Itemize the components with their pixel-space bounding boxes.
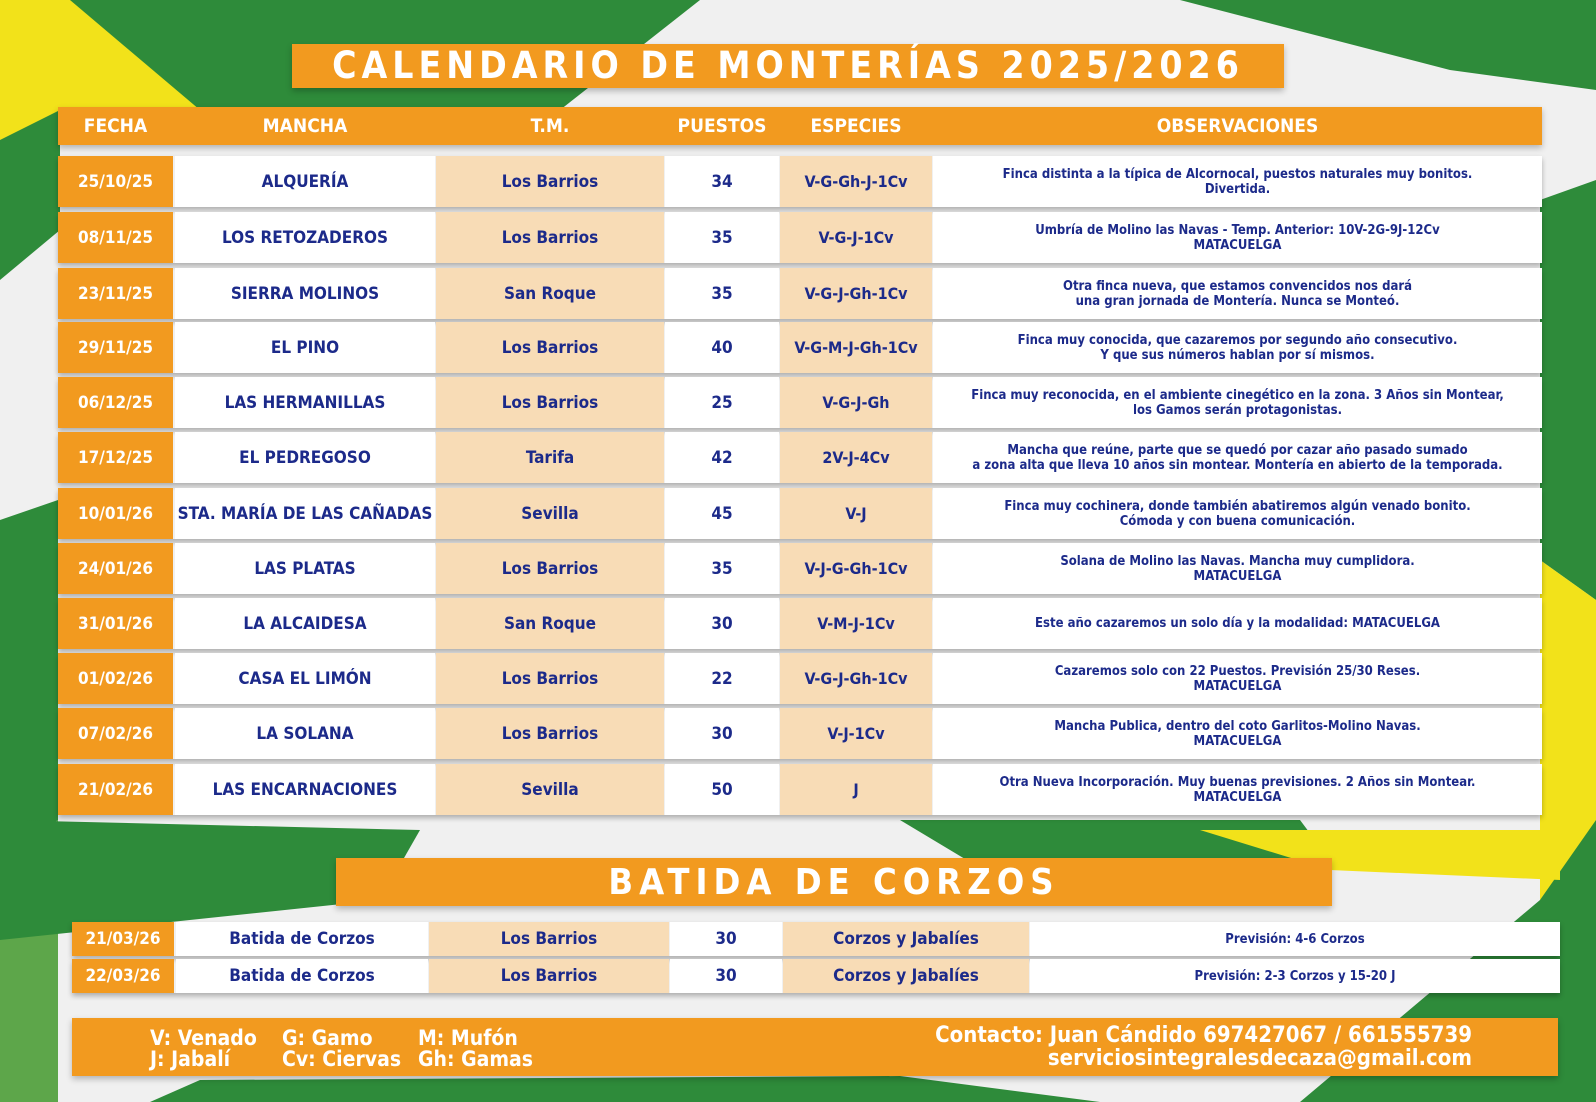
observaciones-cell [933,212,1542,263]
contact-email[interactable]: serviciosintegralesdecaza@gmail.com [1047,1046,1472,1071]
table-row [58,268,1542,319]
observaciones-line: MATACUELGA [1193,733,1282,749]
especies-cell: V-J-1Cv [780,708,932,759]
especies-cell: V-J-G-Gh-1Cv [780,543,932,594]
especies-cell: Corzos y Jabalíes [783,922,1029,956]
observaciones-line: Cómoda y con buena comunicación. [1119,513,1356,529]
tm-cell: Los Barrios [436,156,664,207]
date-cell: 31/01/26 [58,598,173,649]
observaciones-line: Otra finca nueva, que estamos convencidos nos dará [1063,278,1412,294]
batida-title: BATIDA DE CORZOS [336,858,1332,906]
observaciones-line: Finca muy conocida, que cazaremos por segundo año consecutivo. [1017,332,1458,348]
observaciones-cell [933,322,1542,373]
name-cell: Batida de Corzos [176,959,428,993]
especies-cell: V-G-M-J-Gh-1Cv [780,322,932,373]
legend-item: J: Jabalí [150,1047,231,1071]
observaciones-line: Divertida. [1204,181,1271,197]
legend-column [150,1028,257,1070]
mancha-cell: LAS HERMANILLAS [175,377,435,428]
puestos-cell: 22 [665,653,779,704]
date-cell: 22/03/26 [72,959,174,993]
tm-cell: Tarifa [436,432,664,483]
page-title: CALENDARIO DE MONTERÍAS 2025/2026 [292,44,1284,88]
observaciones-line: Mancha Publica, dentro del coto Garlitos-Molino Navas. [1054,718,1421,734]
puestos-cell: 42 [665,432,779,483]
date-cell: 08/11/25 [58,212,173,263]
date-cell: 06/12/25 [58,377,173,428]
especies-cell: V-M-J-1Cv [780,598,932,649]
tm-cell: Sevilla [436,764,664,815]
observaciones-line: Este año cazaremos un solo día y la modalidad: MATACUELGA [1035,616,1440,631]
table-row [58,543,1542,594]
tm-cell: San Roque [436,268,664,319]
mancha-cell: LAS PLATAS [175,543,435,594]
observaciones-line: MATACUELGA [1193,237,1282,253]
especies-cell: Corzos y Jabalíes [783,959,1029,993]
column-header-fecha: FECHA [83,115,148,137]
especies-cell: V-G-J-Gh-1Cv [780,653,932,704]
observaciones-line: una gran jornada de Montería. Nunca se Monteó. [1075,293,1400,309]
footer-bar [72,1018,1558,1076]
table-header [58,107,1542,145]
tm-cell: Los Barrios [429,922,669,956]
observaciones-line: Solana de Molino las Navas. Mancha muy cumplidora. [1060,553,1415,569]
table-row [58,764,1542,815]
observaciones-line: a zona alta que lleva 10 años sin montear. Montería en abierto de la temporada. [972,457,1503,473]
tm-cell: San Roque [436,598,664,649]
puestos-cell: 25 [665,377,779,428]
batida-row [72,959,1560,993]
mancha-cell: LA SOLANA [175,708,435,759]
tm-cell: Los Barrios [436,377,664,428]
especies-cell: V-G-J-Gh-1Cv [780,268,932,319]
legend-item: Cv: Ciervas [282,1047,402,1071]
observaciones-line: MATACUELGA [1193,568,1282,584]
column-header-mancha: MANCHA [262,115,348,137]
column-header-tm: T.M. [530,115,570,137]
contact-phone: Contacto: Juan Cándido 697427067 / 661555739 [935,1023,1472,1048]
observaciones-line: Cazaremos solo con 22 Puestos. Previsión 25/30 Reses. [1054,663,1421,679]
legend-column [418,1028,533,1070]
table-row [58,598,1542,649]
tm-cell: Los Barrios [436,653,664,704]
especies-cell: J [780,764,932,815]
tm-cell: Los Barrios [436,708,664,759]
observaciones-cell [933,653,1542,704]
mancha-cell: STA. MARÍA DE LAS CAÑADAS [175,488,435,539]
observaciones-cell [933,377,1542,428]
date-cell: 01/02/26 [58,653,173,704]
mancha-cell: LAS ENCARNACIONES [175,764,435,815]
puestos-cell: 30 [665,598,779,649]
puestos-cell: 35 [665,212,779,263]
date-cell: 21/02/26 [58,764,173,815]
puestos-cell: 30 [670,959,782,993]
table-row [58,488,1542,539]
column-header-especies: ESPECIES [810,115,902,137]
observaciones-line: Finca distinta a la típica de Alcornocal, puestos naturales muy bonitos. [1002,166,1473,182]
tm-cell: Los Barrios [436,212,664,263]
table-row [58,432,1542,483]
observaciones-cell: Previsión: 4-6 Corzos [1030,922,1560,956]
observaciones-line: Y que sus números hablan por sí mismos. [1100,347,1375,363]
observaciones-cell [933,156,1542,207]
date-cell: 25/10/25 [58,156,173,207]
mancha-cell: SIERRA MOLINOS [175,268,435,319]
table-row [58,653,1542,704]
puestos-cell: 35 [665,268,779,319]
tm-cell: Los Barrios [429,959,669,993]
table-row [58,212,1542,263]
table-row [58,708,1542,759]
tm-cell: Sevilla [436,488,664,539]
observaciones-cell [933,268,1542,319]
date-cell: 17/12/25 [58,432,173,483]
contact-info [935,1024,1472,1070]
puestos-cell: 45 [665,488,779,539]
puestos-cell: 50 [665,764,779,815]
legend-item: Gh: Gamas [418,1047,534,1071]
puestos-cell: 30 [670,922,782,956]
mancha-cell: LA ALCAIDESA [175,598,435,649]
observaciones-cell [933,432,1542,483]
mancha-cell: LOS RETOZADEROS [175,212,435,263]
date-cell: 24/01/26 [58,543,173,594]
date-cell: 29/11/25 [58,322,173,373]
legend-column [282,1028,401,1070]
especies-cell: V-G-J-1Cv [780,212,932,263]
observaciones-cell [933,488,1542,539]
column-header-observaciones: OBSERVACIONES [1156,115,1319,137]
mancha-cell: EL PEDREGOSO [175,432,435,483]
observaciones-line: los Gamos serán protagonistas. [1132,402,1343,418]
especies-cell: V-J [780,488,932,539]
observaciones-line: MATACUELGA [1193,678,1282,694]
column-header-puestos: PUESTOS [677,115,767,137]
puestos-cell: 34 [665,156,779,207]
especies-cell: V-G-J-Gh [780,377,932,428]
date-cell: 07/02/26 [58,708,173,759]
table-row [58,322,1542,373]
observaciones-line: MATACUELGA [1193,789,1282,805]
tm-cell: Los Barrios [436,322,664,373]
observaciones-line: Mancha que reúne, parte que se quedó por cazar año pasado sumado [1007,442,1468,458]
table-row [58,377,1542,428]
mancha-cell: EL PINO [175,322,435,373]
puestos-cell: 30 [665,708,779,759]
batida-row [72,922,1560,956]
puestos-cell: 35 [665,543,779,594]
puestos-cell: 40 [665,322,779,373]
observaciones-cell: Previsión: 2-3 Corzos y 15-20 J [1030,959,1560,993]
observaciones-cell [933,598,1542,649]
mancha-cell: CASA EL LIMÓN [175,653,435,704]
observaciones-line: Finca muy reconocida, en el ambiente cinegético en la zona. 3 Años sin Montear, [971,387,1504,403]
observaciones-cell [933,708,1542,759]
observaciones-line: Otra Nueva Incorporación. Muy buenas previsiones. 2 Años sin Montear. [999,774,1476,790]
observaciones-cell [933,543,1542,594]
name-cell: Batida de Corzos [176,922,428,956]
legend-item: G: Gamo [282,1026,373,1050]
date-cell: 21/03/26 [72,922,174,956]
date-cell: 23/11/25 [58,268,173,319]
legend-item: V: Venado [150,1026,257,1050]
table-row [58,156,1542,207]
observaciones-cell [933,764,1542,815]
observaciones-line: Finca muy cochinera, donde también abatiremos algún venado bonito. [1004,498,1471,514]
date-cell: 10/01/26 [58,488,173,539]
especies-cell: V-G-Gh-J-1Cv [780,156,932,207]
tm-cell: Los Barrios [436,543,664,594]
especies-cell: 2V-J-4Cv [780,432,932,483]
observaciones-line: Umbría de Molino las Navas - Temp. Anterior: 10V-2G-9J-12Cv [1035,222,1440,238]
legend-item: M: Mufón [418,1026,518,1050]
mancha-cell: ALQUERÍA [175,156,435,207]
